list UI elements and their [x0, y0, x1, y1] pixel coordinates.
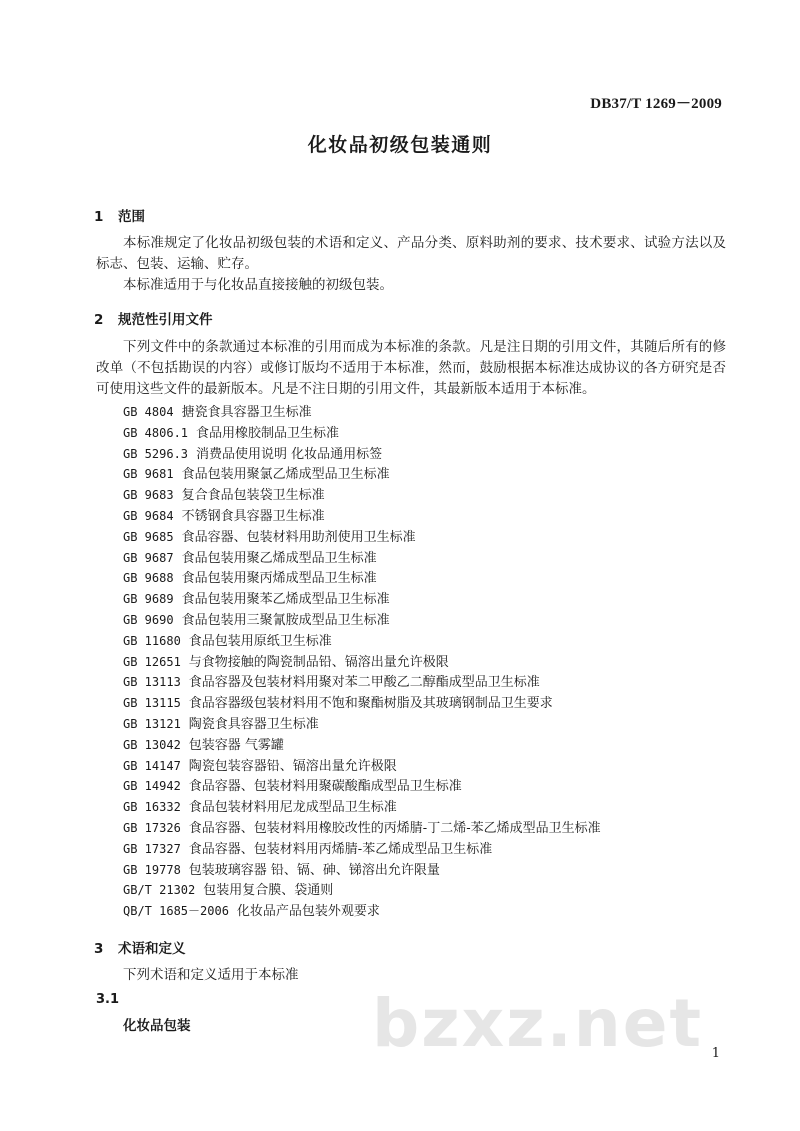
term-name: 化妆品包装: [123, 1018, 191, 1034]
section-title: 规范性引用文件: [118, 312, 213, 328]
reference-title: 包装容器 气雾罐: [188, 737, 284, 753]
section-3-heading: [94, 937, 186, 957]
reference-item: [123, 444, 601, 465]
section-number: 2: [94, 312, 104, 328]
section-1-heading: [94, 205, 145, 225]
reference-code: GB 4804: [123, 405, 174, 419]
reference-code: GB 17327: [123, 841, 181, 856]
reference-code: GB 9685: [123, 529, 174, 544]
reference-code: GB 17326: [123, 820, 181, 835]
reference-title: 食品容器、包装材料用助剂使用卫生标准: [181, 529, 416, 545]
reference-item: [123, 568, 601, 589]
reference-title: 食品包装用三聚氰胺成型品卫生标准: [181, 612, 390, 628]
reference-title: 食品容器、包装材料用聚碳酸酯成型品卫生标准: [188, 779, 462, 795]
reference-item: [123, 693, 601, 714]
paragraph: 下列文件中的条款通过本标准的引用而成为本标准的条款。凡是注日期的引用文件，其随后所有的修改单（不包括勘误的内容）或修订版均不适用于本标准，然而，鼓励根据本标准达成协议的各方研究是否可使用这些文件的最新版本。凡是不注日期的引用文件，其最新版本适用于本标准。: [96, 339, 726, 397]
reference-item: [123, 880, 601, 901]
reference-code: QB/T 1685－2006: [123, 904, 229, 919]
reference-item: [123, 735, 601, 756]
reference-code: GB 11680: [123, 633, 181, 648]
section-2-heading: [94, 308, 213, 328]
reference-title: 食品用橡胶制品卫生标准: [196, 425, 340, 441]
reference-title: 包装用复合膜、袋通则: [203, 883, 334, 899]
section-title: 术语和定义: [118, 941, 186, 957]
reference-title: 陶瓷包装容器铅、镉溶出量允许极限: [188, 758, 397, 774]
reference-item: [123, 776, 601, 797]
reference-item: [123, 464, 601, 485]
reference-item: [123, 714, 601, 735]
reference-code: GB 9684: [123, 508, 174, 523]
reference-title: 消费品使用说明 化妆品通用标签: [196, 446, 383, 462]
paragraph: 本标准适用于与化妆品直接接触的初级包装。: [123, 277, 393, 293]
reference-item: [123, 652, 601, 673]
reference-title: 食品容器及包装材料用聚对苯二甲酸乙二醇酯成型品卫生标准: [188, 675, 540, 691]
paragraph: 下列术语和定义适用于本标准: [123, 967, 299, 983]
reference-list: [123, 402, 601, 922]
reference-code: GB 9690: [123, 612, 174, 627]
reference-code: GB 9687: [123, 550, 174, 565]
page-number: 1: [711, 1046, 720, 1061]
section-title: 范围: [118, 209, 145, 225]
reference-title: 不锈钢食具容器卫生标准: [181, 508, 325, 524]
reference-title: 搪瓷食具容器卫生标准: [181, 405, 312, 420]
document-title: 化妆品初级包装通则: [307, 134, 493, 156]
reference-code: GB 13113: [123, 675, 181, 690]
reference-title: 食品容器、包装材料用丙烯腈-苯乙烯成型品卫生标准: [188, 841, 493, 857]
reference-code: GB 13042: [123, 737, 181, 752]
reference-code: GB 13115: [123, 696, 181, 711]
reference-title: 食品容器级包装材料用不饱和聚酯树脂及其玻璃钢制品卫生要求: [188, 696, 553, 712]
reference-code: GB 14942: [123, 779, 181, 794]
reference-title: 食品包装用聚丙烯成型品卫生标准: [181, 571, 377, 587]
reference-code: GB 4806.1: [123, 425, 189, 440]
watermark: bzxz.net: [372, 985, 704, 1062]
reference-item: [123, 631, 601, 652]
reference-code: GB 13121: [123, 716, 181, 731]
reference-item: [123, 527, 601, 548]
reference-title: 陶瓷食具容器卫生标准: [188, 716, 319, 732]
reference-item: [123, 839, 601, 860]
reference-code: GB 14147: [123, 758, 181, 773]
reference-title: 食品包装用聚氯乙烯成型品卫生标准: [181, 467, 390, 483]
reference-item: [123, 818, 601, 839]
reference-code: GB 5296.3: [123, 446, 189, 461]
reference-item: [123, 485, 601, 506]
reference-title: 包装玻璃容器 铅、镉、砷、锑溶出允许限量: [188, 862, 440, 878]
reference-title: 与食物接触的陶瓷制品铅、镉溶出量允许极限: [188, 654, 449, 670]
reference-item: [123, 901, 601, 922]
reference-item: [123, 797, 601, 818]
reference-code: GB 19778: [123, 862, 181, 877]
reference-item: [123, 860, 601, 881]
reference-item: [123, 548, 601, 569]
reference-code: GB 9689: [123, 592, 174, 607]
reference-item: [123, 402, 601, 423]
section-number: 3: [94, 941, 104, 957]
reference-item: [123, 756, 601, 777]
reference-item: [123, 610, 601, 631]
reference-title: 食品包装用聚乙烯成型品卫生标准: [181, 550, 377, 566]
reference-code: GB 12651: [123, 654, 181, 669]
reference-code: GB/T 21302: [123, 883, 196, 898]
reference-code: GB 9688: [123, 571, 174, 586]
reference-title: 食品容器、包装材料用橡胶改性的丙烯腈-丁二烯-苯乙烯成型品卫生标准: [188, 820, 601, 836]
term-number: 3.1: [96, 992, 120, 1007]
reference-code: GB 9683: [123, 488, 174, 503]
reference-title: 食品包装用原纸卫生标准: [188, 633, 332, 649]
reference-code: GB 9681: [123, 467, 174, 482]
reference-title: 食品包装用聚苯乙烯成型品卫生标准: [181, 592, 390, 608]
document-code: DB37/T 1269－2009: [590, 96, 722, 112]
reference-title: 复合食品包装袋卫生标准: [181, 488, 325, 504]
paragraph: 本标准规定了化妆品初级包装的术语和定义、产品分类、原料助剂的要求、技术要求、试验方法以及标志、包装、运输、贮存。: [96, 235, 726, 272]
reference-item: [123, 423, 601, 444]
reference-item: [123, 672, 601, 693]
reference-item: [123, 589, 601, 610]
reference-title: 食品包装材料用尼龙成型品卫生标准: [188, 800, 397, 816]
reference-item: [123, 506, 601, 527]
reference-title: 化妆品产品包装外观要求: [236, 904, 380, 920]
reference-code: GB 16332: [123, 800, 181, 815]
section-number: 1: [94, 209, 104, 225]
